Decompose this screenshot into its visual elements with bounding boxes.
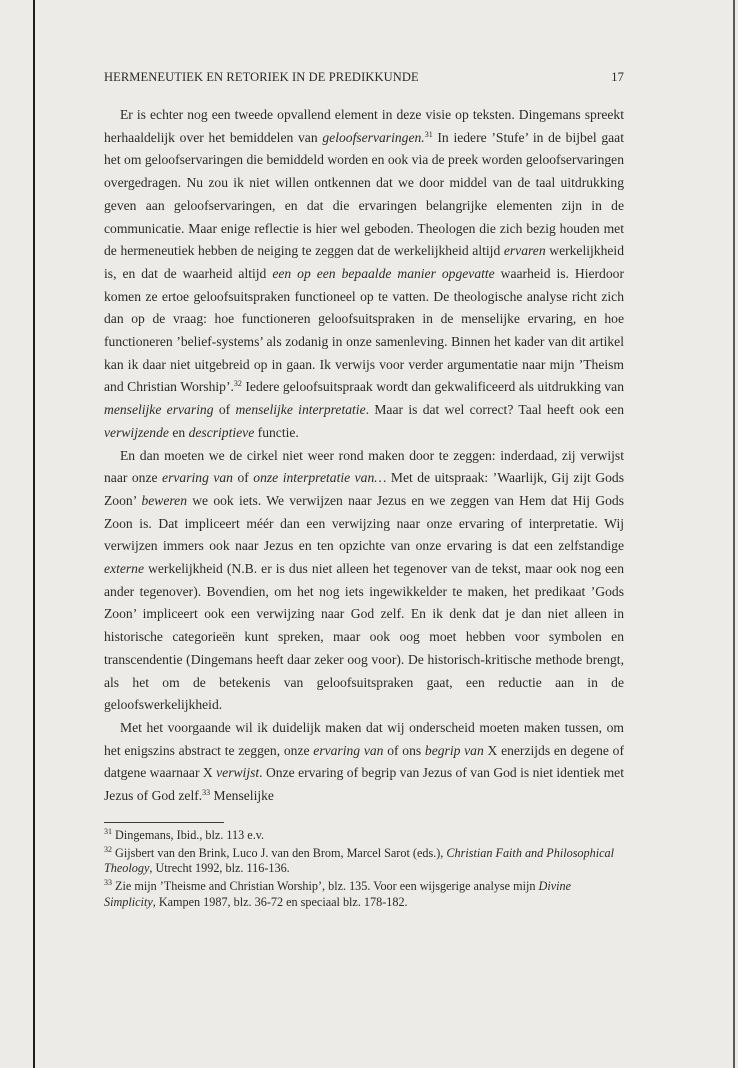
footnote-marker: 31 [424, 129, 433, 139]
text-run: of ons [383, 742, 425, 758]
scan-border-left [33, 0, 35, 1068]
text-run: Iedere geloofsuitspraak wordt dan gekwalificeerd als uitdrukking van [241, 379, 625, 395]
text-run: Met het voorgaande wil ik duidelijk maken dat wij onderscheid moeten maken tussen, om het enigszins abstract te zeggen, onze [104, 719, 624, 758]
emphasis-text: verwijzende [104, 424, 169, 440]
paragraph [104, 104, 624, 445]
text-run: X enerzijds en degene of datgene waarnaar X [104, 742, 624, 781]
emphasis-text: externe [104, 561, 144, 577]
footnote-marker: 32 [233, 379, 242, 389]
text-run: Met de uitspraak: ’Waarlijk, Gij zijt Gods Zoon’ [104, 470, 624, 508]
text-run: , Utrecht 1992, blz. 116-136. [149, 861, 290, 876]
emphasis-text: beweren [141, 492, 187, 508]
text-run: waarheid is. Hierdoor komen ze ertoe geloofsuitspraken functioneel op te vatten. De theologische analyse richt zich dan op de vraag: hoe functioneren geloofsuitspraken in de menselijke ervaring, en hoe functioneren ’belief-systems’ als zodanig in onze samenleving. Binnen het kader van dit artikel kan ik daar niet uitgebreid op in gaan. Ik verwijs voor verder argumentatie naar mijn ’Theism and Christian Worship’. [104, 265, 624, 395]
footnote-rule [104, 822, 224, 823]
page-number: 17 [611, 70, 624, 84]
text-run: werkelijkheid is, en dat de waarheid altijd [104, 243, 624, 281]
emphasis-text: menselijke interpretatie [235, 402, 366, 418]
emphasis-text: descriptieve [188, 424, 255, 440]
scan-border-right [733, 0, 735, 1068]
paragraph [104, 717, 624, 808]
text-run: of [232, 470, 254, 486]
emphasis-text: een op een bepaalde manier opgevatte [272, 265, 495, 281]
text-run: Dingemans, Ibid., blz. 113 e.v. [112, 827, 265, 842]
text-run: In iedere ’Stufe’ in de bijbel gaat het om geloofservaringen die bemiddeld worden en ook via de preek worden geloofservaringen overgedragen. Nu zou ik niet willen ontkennen dat we door middel van de taal uitdrukking geven aan geloofservaringen, en dat die ervaringen belangrijke elementen zijn in de communicatie. Maar enige reflectie is hier wel geboden. Theologen die zich bezig houden met de hermeneutiek hebben de neiging te zeggen dat de werkelijkheid altijd [104, 129, 624, 259]
text-run: functie. [254, 424, 299, 440]
paragraph [104, 445, 624, 717]
footnote [104, 879, 624, 910]
text-run: . Maar is dat wel correct? Taal heeft ook een [365, 402, 625, 418]
emphasis-text: ervaring van [313, 742, 384, 758]
footnote-marker: 32 [104, 844, 112, 854]
emphasis-text: geloofservaringen. [322, 129, 425, 145]
text-run: en [168, 424, 189, 440]
emphasis-text: menselijke ervaring [104, 402, 214, 418]
emphasis-text: ervaren [503, 243, 546, 259]
text-run: Menselijke [210, 788, 274, 804]
emphasis-text: ervaring van [162, 470, 233, 486]
running-header [104, 70, 624, 90]
footnote-marker: 33 [104, 877, 112, 887]
text-run: werkelijkheid (N.B. er is dus niet alleen het tegenover van de tekst, maar ook nog een ander tegenover). Bovendien, om het nog iets ingewikkelder te maken, het predikaat ’Gods Zoon’ impliceert ook een verwijzing naar God zelf. En ik denk dat je dan niet alleen in historische categorieën kunt spreken, maar ook oog moet hebben voor symbolen en transcendentie (Dingemans heeft daar zeker oog voor). De historisch-kritische methode brengt, als het om de betekenis van geloofsuitspraken gaat, een reductie aan in de geloofswerkelijkheid. [104, 561, 624, 713]
footnotes [104, 828, 624, 911]
text-run: . Onze ervaring of begrip van Jezus of van God is niet identiek met Jezus of God zelf. [104, 765, 624, 804]
emphasis-text: begrip van [424, 742, 484, 758]
body-text [104, 104, 624, 808]
emphasis-text: Christian Faith and Philosophical Theology [104, 845, 614, 876]
footnote-marker: 33 [202, 788, 211, 798]
text-run: En dan moeten we de cirkel niet weer rond maken door te zeggen: inderdaad, zij verwijst naar onze [104, 447, 624, 486]
text-run: Er is echter nog een tweede opvallend element in deze visie op teksten. Dingemans spreekt herhaaldelijk over het bemiddelen van [104, 107, 624, 145]
footnote-marker: 31 [104, 826, 112, 836]
text-run: we ook iets. We verwijzen naar Jezus en we zeggen van Hem dat Hij Gods Zoon is. Dat impliceert méér dan een verwijzing naar onze ervaring of interpretatie. Wij verwijzen immers ook naar Jezus en ten opzichte van onze ervaring is dat een zelfstandige [104, 492, 624, 554]
running-title: HERMENEUTIEK EN RETORIEK IN DE PREDIKKUNDE [104, 70, 419, 84]
text-run: Zie mijn ’Theisme and Christian Worship’, blz. 135. Voor een wijsgerige analyse mijn [112, 878, 539, 893]
emphasis-text: Divine Simplicity [104, 878, 572, 909]
text-run: Gijsbert van den Brink, Luco J. van den Brom, Marcel Sarot (eds.), [112, 845, 447, 860]
emphasis-text: onze interpretatie van… [253, 470, 387, 486]
page [104, 70, 624, 912]
emphasis-text: verwijst [216, 765, 260, 781]
footnote [104, 846, 624, 877]
text-run: of [213, 402, 236, 418]
text-run: , Kampen 1987, blz. 36-72 en speciaal blz. 178-182. [152, 894, 408, 909]
footnote [104, 828, 624, 844]
